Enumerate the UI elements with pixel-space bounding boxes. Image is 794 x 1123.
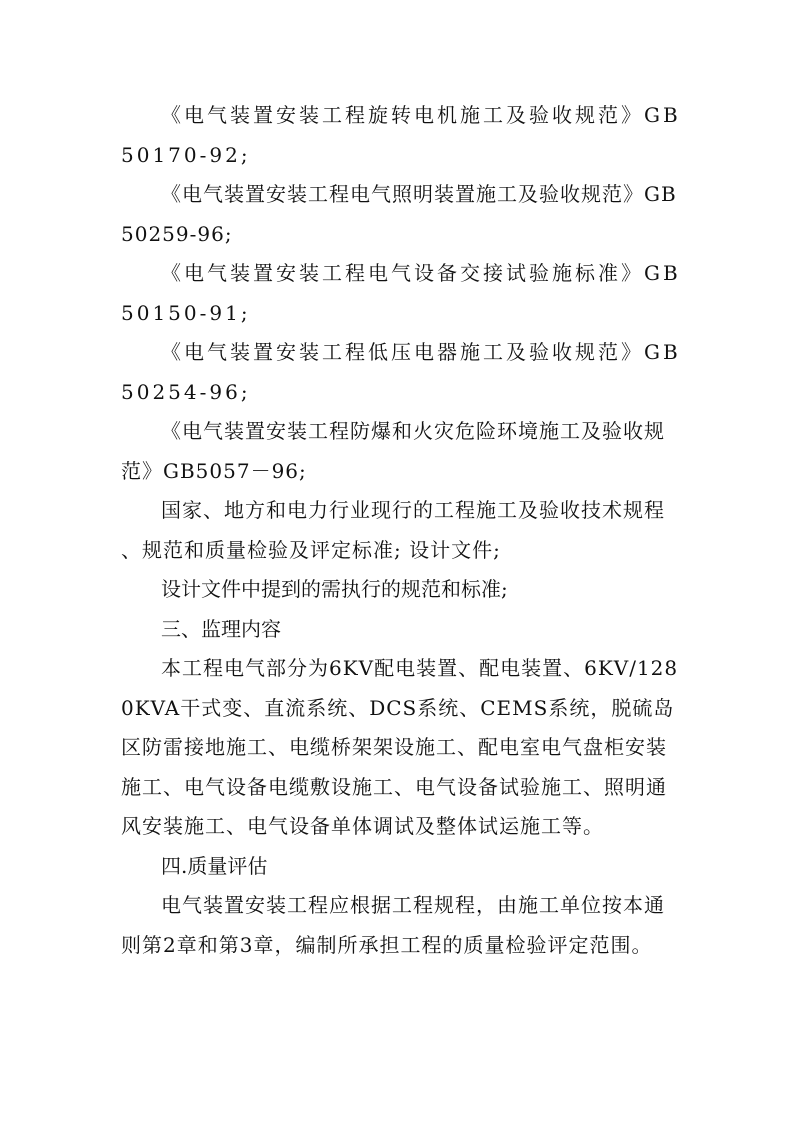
- quality-assessment-paragraph: 电气装置安装工程应根据工程规程，由施工单位按本通则第2章和第3章，编制所承担工程的质量检验评定范围。: [121, 893, 665, 957]
- document-body: [121, 96, 681, 965]
- section-heading-quality-assessment: 四.质量评估: [161, 853, 268, 878]
- national-standards-paragraph: 国家、地方和电力行业现行的工程施工及验收技术规程 、规范和质量检验及评定标准; 设计文件;: [121, 498, 665, 562]
- standard-reference-lighting: 《电气装置安装工程电气照明装置施工及验收规范》GB50259-96;: [121, 182, 677, 246]
- standard-reference-low-voltage: 《电气装置安装工程低压电器施工及验收规范》GB50254-96;: [121, 340, 681, 404]
- standard-reference-rotating-machines: 《电气装置安装工程旋转电机施工及验收规范》GB50170-92;: [121, 103, 681, 167]
- section-heading-supervision-content: 三、监理内容: [161, 616, 281, 641]
- supervision-content-paragraph: 本工程电气部分为6KV配电装置、配电装置、6KV/1280KVA干式变、直流系统、DCS系统、CEMS系统，脱硫岛区防雷接地施工、电缆桥架架设施工、配电室电气盘柜安装施工、电气设备电缆敷设施工、电气设备试验施工、照明通风安装施工、电气设备单体调试及整体试运施工等。: [121, 656, 679, 838]
- design-documents-paragraph: 设计文件中提到的需执行的规范和标准;: [161, 577, 508, 601]
- standard-reference-handover-test: 《电气装置安装工程电气设备交接试验施标准》GB50150-91;: [121, 261, 681, 325]
- standard-reference-explosion-fire: 《电气装置安装工程防爆和火灾危险环境施工及验收规范》GB5057－96;: [121, 419, 665, 483]
